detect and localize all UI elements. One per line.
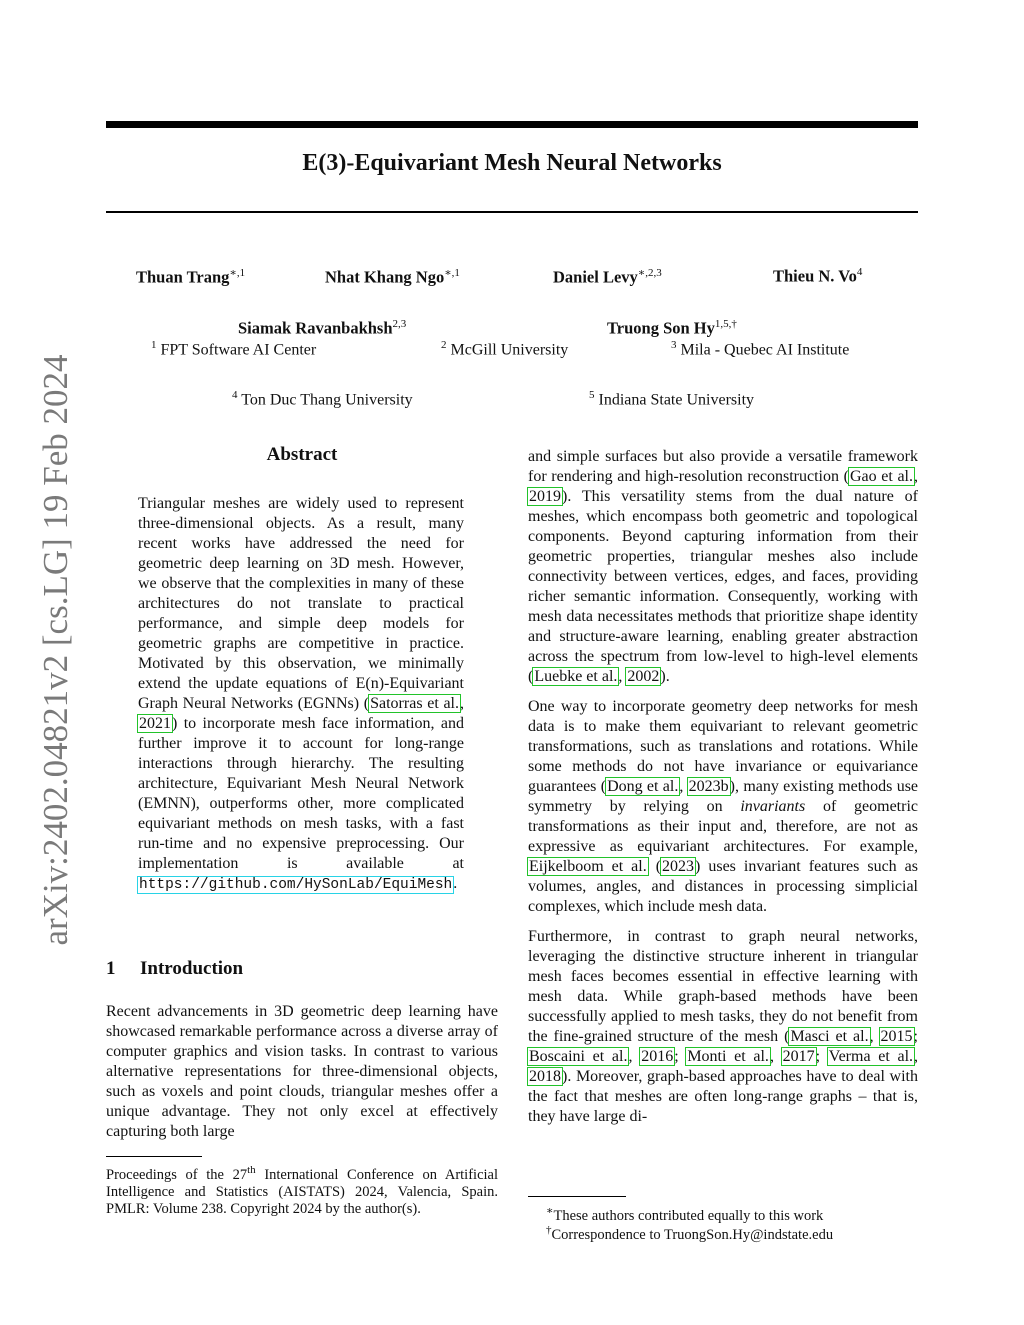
author-1: Thuan Trang$^{∗,1}$: [136, 267, 246, 287]
citation-link[interactable]: 2019: [529, 488, 561, 505]
footnote-rule-left: [106, 1156, 202, 1157]
citation-link[interactable]: Verma et al.: [828, 1048, 914, 1065]
citation-link[interactable]: 2023: [662, 858, 695, 875]
abstract-heading: Abstract: [266, 444, 338, 465]
right-column: [528, 447, 918, 1137]
citation-link[interactable]: 2018: [529, 1068, 561, 1085]
citation-link[interactable]: 2023b: [688, 778, 729, 795]
abstract-body: Triangular meshes are widely used to represent three-dimensional objects. As a result, many recent works have addressed the need for geometric deep learning on 3D mesh. However, we observe that the complexities in many of these architectures do not translate to practical performance, and simple deep models for geometric graphs are competitive in practice. Motivated by this observation, we minimally extend the update equations of E(n)-Equivariant Graph Neural Networks (EGNNs) (Satorras et al., 2021) to incorporate mesh face information, and further improve it to account for long-range interactions through hierarchy. The resulting architecture, Equivariant Mesh Neural Network (EMNN), outperforms other, more complicated equivariant methods on mesh tasks, with a fast run-time and no expensive preprocessing. Our implementation is available at https://github.com/HySonLab/EquiMesh.: [138, 495, 464, 893]
section-heading-introduction: 1 Introduction: [106, 958, 244, 979]
citation-link[interactable]: Boscaini et al.: [529, 1048, 628, 1065]
citation-link[interactable]: 2016: [641, 1048, 674, 1065]
citation-link[interactable]: 2017: [782, 1048, 815, 1065]
affiliation-1: $^1$ FPT Software AI Center: [151, 339, 317, 359]
author-3: Daniel Levy$^{∗,2,3}$: [553, 267, 662, 287]
citation-link[interactable]: Gao et al.: [849, 468, 914, 485]
author-6: Truong Son $Hy^{1,5,\dagger}$: [607, 318, 737, 338]
citation-link[interactable]: Eijkelboom et al.: [529, 858, 647, 875]
author-2: Nhat Khang Ngo$^{∗,1}$: [325, 267, 460, 287]
author-5: Siamak Ravanbakhsh$^{2,3}$: [238, 318, 407, 338]
affiliation-4: $^4$ Ton Duc Thang University: [232, 389, 413, 409]
proceedings-footnote: Proceedings of the 27th International Conference on Artificial Intelligence and Statistics (AISTATS) 2024, Valencia, Spain. PMLR: Volume 238. Copyright 2024 by the author(s).: [106, 1164, 498, 1217]
title-rule-top: [106, 121, 918, 128]
footnote-rule-right: [528, 1196, 626, 1197]
citation-link[interactable]: Luebke et al.: [534, 668, 618, 685]
paragraph: One way to incorporate geometry deep networks for mesh data is to make them equivariant to relevant geometric transformations, such as translations and rotations. While some methods do not have invariance or equivariance guarantees (Dong et al., 2023b), many existing methods use symmetry by relying on invariants of geometric transformations as their input and, therefore, are not as expressive as equivariant architectures. For example, Eijkelboom et al. (2023) uses invariant features such as volumes, angles, and distances in processing simplicial complexes, which include mesh data.: [528, 698, 919, 915]
paragraph: Furthermore, in contrast to graph neural networks, leveraging the distinctive structure inherent in triangular mesh faces becomes essential in effective learning with mesh data. While graph-based methods have been successfully applied to mesh tasks, they do not benefit from the fine-grained structure of the mesh (Masci et al., 2015; Boscaini et al., 2016; Monti et al., 2017; Verma et al., 2018). Moreover, graph-based approaches have to deal with the fact that meshes are often long-range graphs – that is, they have large di-: [528, 928, 919, 1125]
citation-link[interactable]: 2021: [139, 715, 171, 732]
affiliation-2: $^2$ McGill University: [441, 339, 569, 359]
citation-link[interactable]: 2002: [627, 668, 660, 685]
github-url-link[interactable]: https://github.com/HySonLab/EquiMesh: [139, 877, 453, 893]
affiliation-3: $^3$ Mila - Quebec AI Institute: [671, 339, 850, 359]
citation-link[interactable]: Satorras et al.: [370, 695, 459, 712]
paragraph: and simple surfaces but also provide a versatile framework for rendering and high-resolution reconstruction (Gao et al., 2019). This versatility stems from the dual nature of meshes, which encompass both geometric and topological components. Beyond capturing information from their geometric properties, triangular meshes also include connectivity between vertices, edges, and faces, providing richer semantic information. Consequently, working with mesh data necessitates methods that prioritize shape identity and structure-aware learning, enabling greater abstraction across the spectrum from low-level to high-level elements (Luebke et al., 2002).: [528, 448, 919, 685]
citation-link[interactable]: Dong et al.: [607, 778, 679, 795]
title-rule-bottom: [106, 211, 918, 213]
arxiv-identifier: arXiv:2402.04821v2 [cs.LG] 19 Feb 2024: [36, 354, 75, 946]
citation-link[interactable]: Monti et al.: [687, 1048, 769, 1065]
citation-link[interactable]: 2015: [880, 1028, 913, 1045]
paper-title: E(3)-Equivariant Mesh Neural Networks: [302, 150, 722, 176]
equal-contribution-footnote: ∗These authors contributed equally to this work: [546, 1205, 824, 1224]
citation-link[interactable]: Masci et al.: [790, 1028, 869, 1045]
affiliation-5: $^5$ Indiana State University: [589, 389, 755, 409]
introduction-body: Recent advancements in 3D geometric deep learning have showcased remarkable performance across a diverse array of computer graphics and vision tasks. In contrast to various alternative representations for three-dimensional objects, such as voxels and point clouds, triangular meshes offer a unique advantage. They not only excel at effectively capturing both large: [106, 1003, 498, 1140]
correspondence-footnote: †Correspondence to TruongSon.Hy@indstate.edu: [546, 1224, 834, 1243]
author-4: Thieu N. Vo$^4$: [773, 266, 863, 286]
